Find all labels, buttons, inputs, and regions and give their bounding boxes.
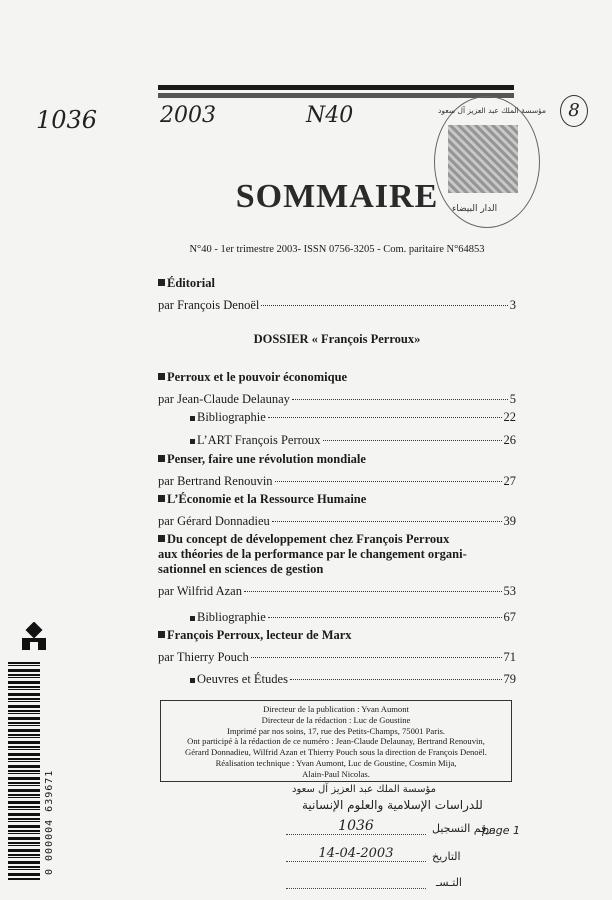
section-title: Penser, faire une révolution mondiale: [167, 452, 366, 466]
sub-title: Bibliographie: [197, 410, 266, 424]
page-number: 27: [503, 474, 516, 488]
page-label: page 1: [482, 824, 520, 837]
page-number: 71: [503, 650, 516, 664]
author: par François Denoël: [158, 298, 260, 312]
bullet-icon: [158, 455, 165, 462]
toc-section-perroux-pouvoir: [158, 370, 516, 407]
section-title-line-1: Du concept de développement chez François Perroux: [167, 532, 450, 546]
handwritten-ref: 1036: [36, 106, 98, 134]
credit-line: Directeur de la publication : Yvan Aumont: [263, 704, 409, 714]
toc-section-marx: [158, 628, 516, 665]
handwritten-year: 2003: [160, 103, 216, 128]
bullet-icon: [158, 535, 165, 542]
credit-line: Ont participé à la rédaction de ce numéro : Jean-Claude Delaunay, Bertrand Renouvin,: [187, 736, 485, 747]
page-number: 53: [503, 584, 516, 598]
toc-section-economie: [158, 492, 516, 529]
stamp-arabic-top: مؤسسة الملك عبد العزيز آل سعود: [438, 106, 546, 115]
issue-info: N°40 - 1er trimestre 2003- ISSN 0756-3205 - Com. paritaire N°64853: [189, 244, 485, 255]
toc-section-editorial: [158, 276, 516, 313]
page-number: 26: [503, 433, 516, 447]
credit-line: Alain-Paul Nicolas.: [302, 768, 370, 779]
bullet-icon: [190, 416, 195, 421]
bullet-icon: [158, 631, 165, 638]
section-title-line-3: sationnel en sciences de gestion: [158, 562, 324, 576]
toc-sub-bibliographie-1: [158, 410, 516, 425]
dossier-heading: DOSSIER « François Perroux»: [253, 332, 421, 346]
section-title-line-2: aux théories de la performance par le changement organi-: [158, 547, 467, 561]
author: par Wilfrid Azan: [158, 584, 242, 598]
bullet-icon: [158, 495, 165, 502]
author: par Thierry Pouch: [158, 650, 249, 664]
barcode-number: 0 000004 639671: [44, 769, 55, 875]
library-logo-icon: [20, 622, 48, 652]
registration-date: 14-04-2003: [286, 846, 426, 862]
toc-section-penser: [158, 452, 516, 489]
registration-label: رقم التسجيل: [432, 822, 492, 835]
signature-line: [286, 888, 426, 889]
toc-sub-oeuvres: [158, 672, 516, 687]
page-number: 67: [503, 610, 516, 624]
sub-title: L’ART François Perroux: [197, 433, 321, 447]
bullet-icon: [190, 616, 195, 621]
page-title: SOMMAIRE: [235, 178, 439, 215]
author: par Jean-Claude Delaunay: [158, 392, 290, 406]
section-title: L’Économie et la Ressource Humaine: [167, 492, 367, 506]
credit-line: Gérard Donnadieu, Wilfrid Azan et Thierry Pouch sous la direction de François Denoël.: [185, 747, 487, 758]
handwritten-circled-number: 8: [560, 95, 588, 127]
date-label: التاريخ: [432, 850, 461, 863]
page-number: 79: [503, 672, 516, 686]
author: par Bertrand Renouvin: [158, 474, 273, 488]
credit-line: Imprimé par nos soins, 17, rue des Petits-Champs, 75001 Paris.: [227, 725, 445, 736]
bullet-icon: [190, 439, 195, 444]
toc-sub-bibliographie-2: [158, 610, 516, 625]
barcode: [8, 662, 40, 880]
registration-number: 1036: [286, 818, 426, 835]
credit-line: Réalisation technique : Yvan Aumont, Luc de Goustine, Cosmin Mija,: [215, 757, 457, 768]
toc-section-concept: [158, 532, 516, 599]
bullet-icon: [158, 373, 165, 380]
credit-line: Directeur de la rédaction : Luc de Goustine: [261, 714, 411, 725]
page-number: 5: [509, 392, 516, 406]
toc-sub-art: [158, 433, 516, 448]
page-number: 3: [509, 298, 516, 312]
library-stamp-line2: للدراسات الإسلامية والعلوم الإنسانية: [302, 798, 483, 812]
handwritten-issue: N40: [306, 103, 354, 128]
credits-box: [160, 700, 512, 782]
library-stamp-line1: مؤسسة الملك عبد العزيز آل سعود: [292, 784, 436, 795]
stamp-arabic-bottom: الدار البيضاء: [452, 204, 498, 214]
bullet-icon: [190, 678, 195, 683]
page-number: 22: [503, 410, 516, 424]
sub-title: Oeuvres et Études: [197, 672, 288, 686]
section-title: François Perroux, lecteur de Marx: [167, 628, 352, 642]
bullet-icon: [158, 279, 165, 286]
signature-label: التـسـ: [436, 876, 462, 889]
page-number: 39: [503, 514, 516, 528]
section-title: Éditorial: [167, 276, 215, 290]
top-rule: [158, 85, 514, 90]
top-rule-secondary: [158, 93, 514, 98]
author: par Gérard Donnadieu: [158, 514, 270, 528]
section-title: Perroux et le pouvoir économique: [167, 370, 348, 384]
sub-title: Bibliographie: [197, 610, 266, 624]
